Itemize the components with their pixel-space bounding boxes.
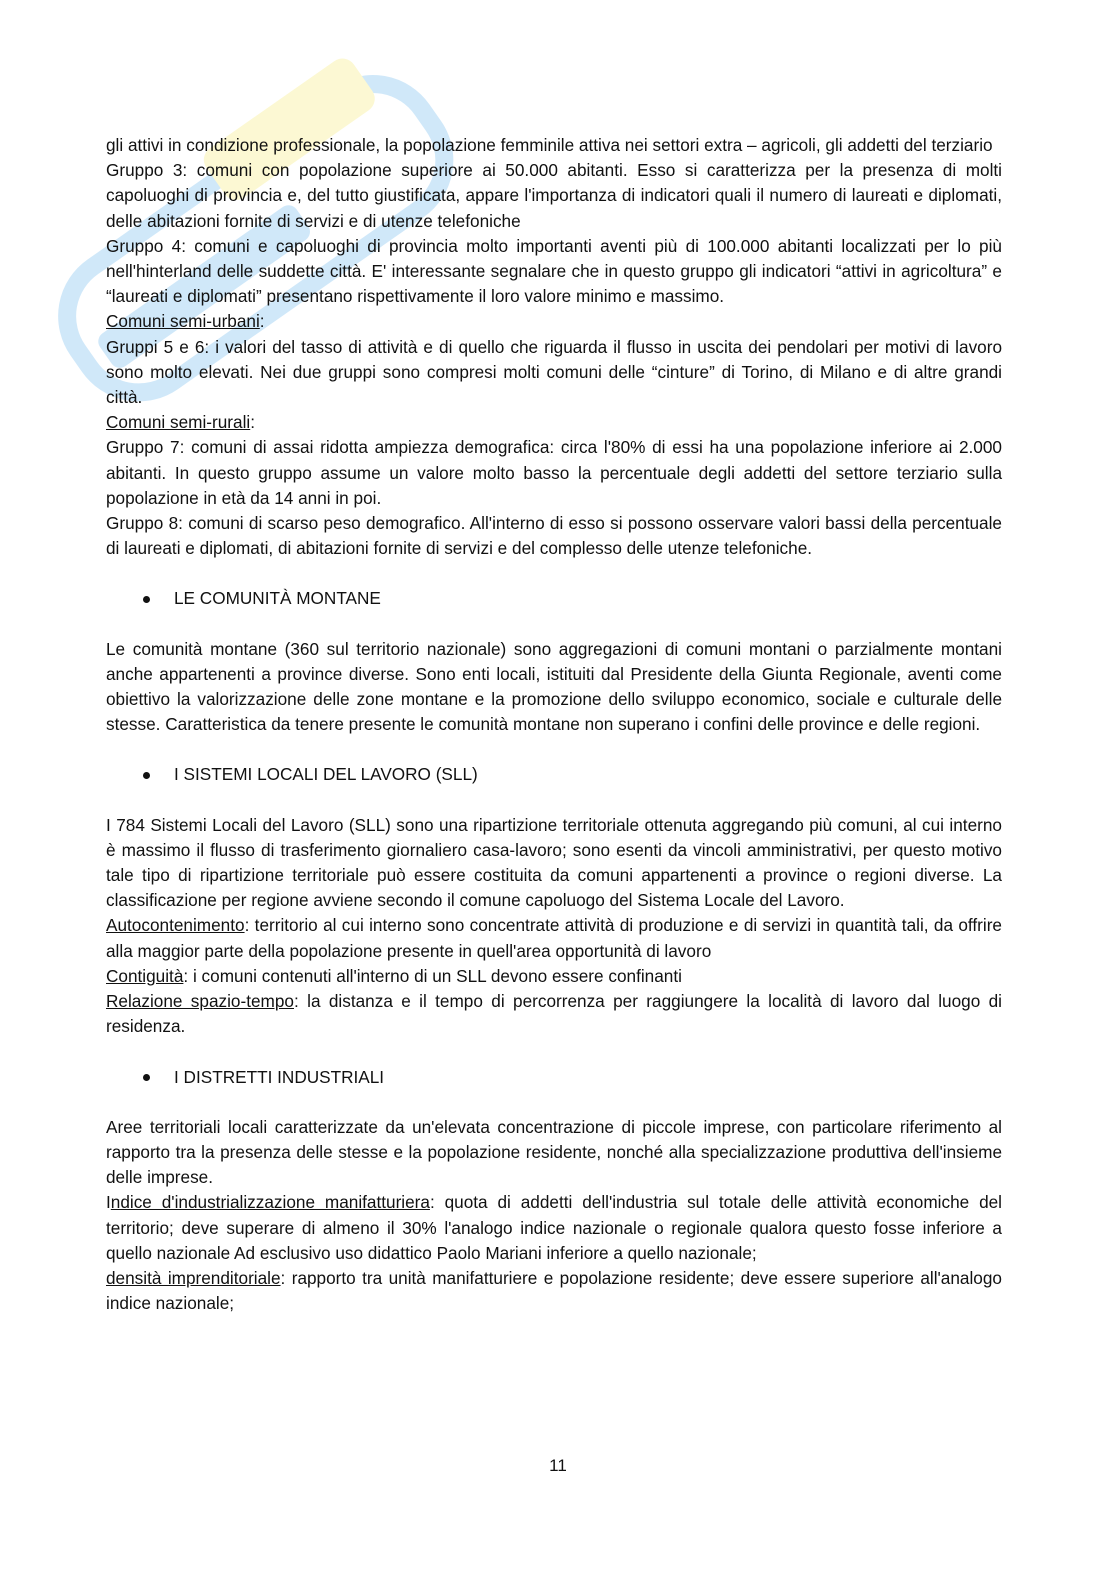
definition-indice: Indice d'industrializzazione manifatturiera: quota di addetti dell'industria sul totale delle attività economiche del territorio; deve superare di almeno il 30% l'analogo indice nazionale o regionale qualora questo fosse inferiore a quello nazionale Ad esclusivo uso didattico Paolo Mariani inferiore a quello nazionale;: [106, 1192, 1003, 1263]
definition-autocontenimento: Autocontenimento: territorio al cui interno sono concentrate attività di produzione e di servizi in quantità tali, da offrire alla maggior parte della popolazione presente in quell'area opportunità di lavoro: [106, 915, 1002, 961]
bullet-distretti: I DISTRETTI INDUSTRIALI: [106, 1065, 1002, 1090]
document-body: [106, 133, 1002, 1316]
paragraph-comunita-montane: Le comunità montane (360 sul territorio nazionale) sono aggregazioni di comuni montani o parzialmente montani anche appartenenti a province diverse. Sono enti locali, istituiti dal Presidente della Giunta Regionale, aventi come obiettivo la valorizzazione delle zone montane e la promozione dello sviluppo economico, sociale e culturale delle stesse. Caratteristica da tenere presente le comunità montane non superano i confini delle province e delle regioni.: [106, 638, 1002, 735]
paragraph-gruppo-4: Gruppo 4: comuni e capoluoghi di provincia molto importanti aventi più di 100.000 abitanti localizzati per lo più nell'hinterland delle suddette città. E' interessante segnalare che in questo gruppo gli indicatori “attivi in agricoltura” e “laureati e diplomati” presentano rispettivamente il loro valore minimo e massimo.: [106, 235, 1002, 307]
paragraph-gruppo-7: Gruppo 7: comuni di assai ridotta ampiezza demografica: circa l'80% di essi ha una popolazione inferiore ai 2.000 abitanti. In questo gruppo assume un valore molto basso la percentuale degli addetti del settore terziario sulla popolazione in età da 14 anni in poi.: [106, 437, 1002, 508]
definition-relazione: Relazione spazio-tempo: la distanza e il tempo di percorrenza per raggiungere la località di lavoro dal luogo di residenza.: [106, 991, 1002, 1037]
definition-contiguita: Contiguità: i comuni contenuti all'interno di un SLL devono essere confinanti: [106, 965, 682, 986]
bullet-dot-icon: [143, 772, 150, 779]
paragraph-gruppi-5-6: Gruppi 5 e 6: i valori del tasso di attività e di quello che riguarda il flusso in uscita dei pendolari per motivi di lavoro sono molto elevati. Nei due gruppi sono compresi molti comuni delle “cinture” di Torino, di Milano e di altre grandi città.: [106, 336, 1002, 408]
paragraph-sll: I 784 Sistemi Locali del Lavoro (SLL) sono una ripartizione territoriale ottenuta aggregando più comuni, al cui interno è massimo il flusso di trasferimento giornaliero casa-lavoro; sono esenti da vincoli amministrativi, per questo motivo tale tipo di ripartizione territoriale può essere costituita da comuni appartenenti a province o regioni diverse. La classificazione per regione avviene secondo il comune capoluogo del Sistema Locale del Lavoro.: [106, 814, 1002, 911]
paragraph-gruppo-3: Gruppo 3: comuni con popolazione superiore ai 50.000 abitanti. Esso si caratterizza per la presenza di molti capoluoghi di provincia e, del tutto giustificata, appare l'importanza di indicatori quali il numero di laureati e diplomati, delle abitazioni fornite di servizi e di utenze telefoniche: [106, 160, 1002, 231]
paragraph-terziario: gli attivi in condizione professionale, la popolazione femminile attiva nei settori extra – agricoli, gli addetti del terziario: [106, 135, 993, 155]
bullet-sll: I SISTEMI LOCALI DEL LAVORO (SLL): [106, 762, 1002, 787]
bullet-comunita-montane: LE COMUNITÀ MONTANE: [106, 586, 1002, 611]
bullet-dot-icon: [143, 1074, 150, 1081]
paragraph-gruppo-8: Gruppo 8: comuni di scarso peso demografico. All'interno di esso si possono osservare valori bassi della percentuale di laureati e diplomati, di abitazioni fornite di servizi e del complesso delle utenze telefoniche.: [106, 513, 1002, 559]
definition-densita: densità imprenditoriale: rapporto tra unità manifatturiere e popolazione residente; deve essere superiore all'analogo indice nazionale;: [106, 1267, 1002, 1314]
heading-semi-urbani: Comuni semi-urbani:: [106, 311, 265, 332]
paragraph-distretti: Aree territoriali locali caratterizzate da un'elevata concentrazione di piccole imprese, con particolare riferimento al rapporto tra la presenza delle stesse e la popolazione residente, nonché alla specializzazione produttiva dell'insieme delle imprese.: [106, 1116, 1002, 1188]
bullet-dot-icon: [143, 596, 150, 603]
heading-semi-rurali: Comuni semi-rurali:: [106, 412, 255, 433]
page-number: 11: [549, 1456, 567, 1475]
